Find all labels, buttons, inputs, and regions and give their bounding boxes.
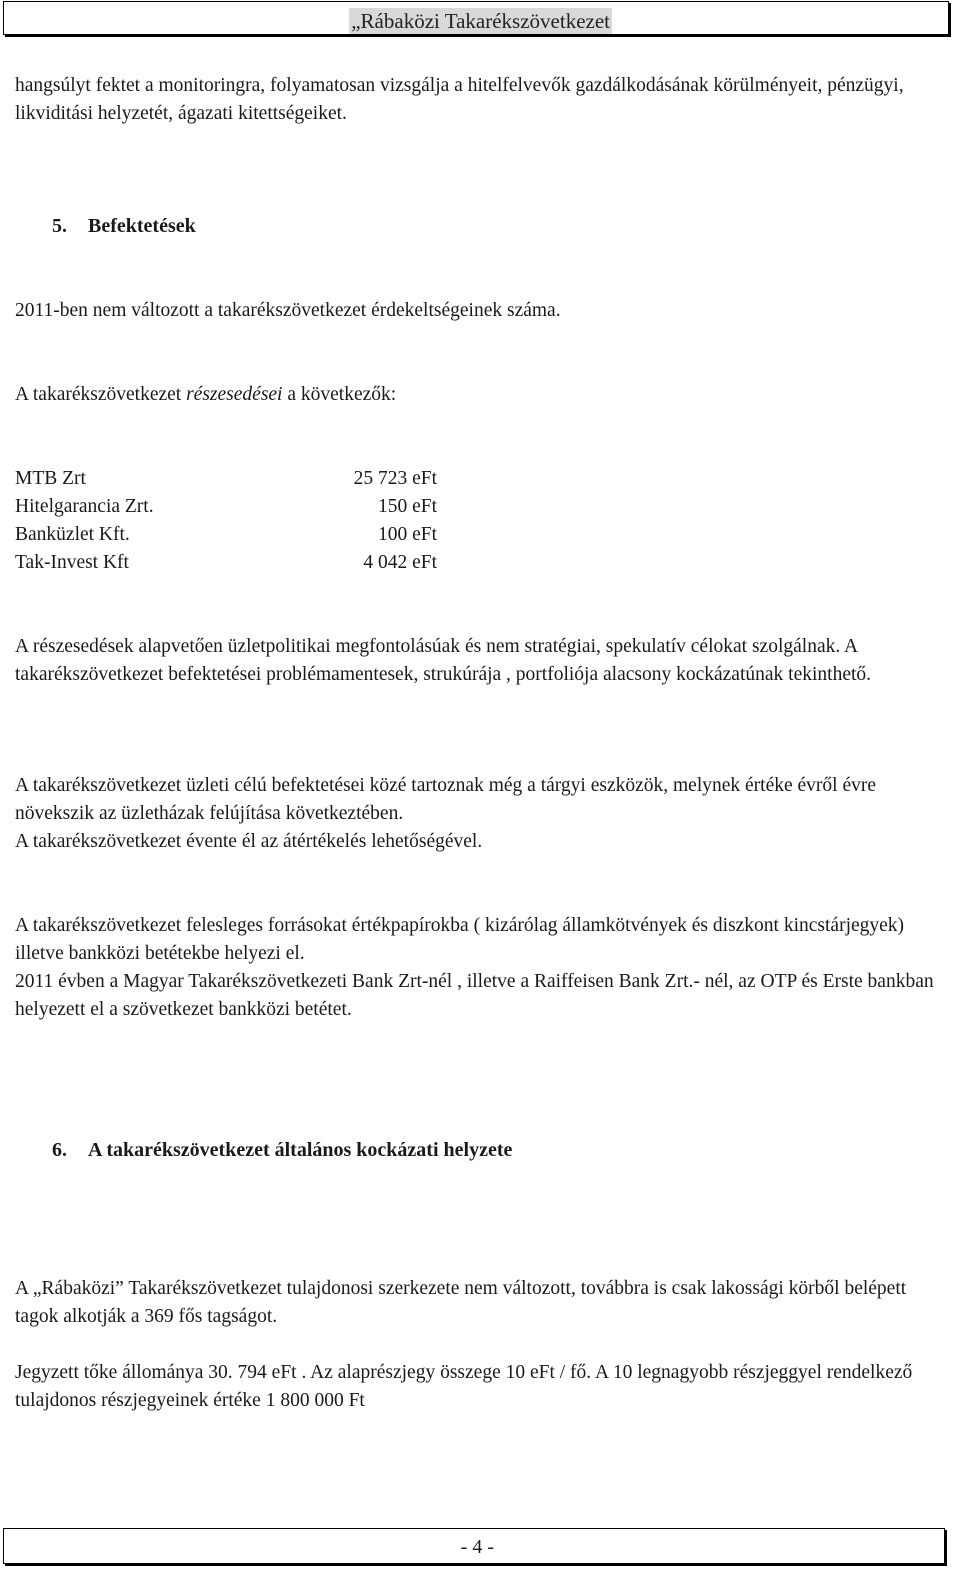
paragraph-holdings-intro <box>15 381 935 409</box>
holding-amount: 4 042 eFt <box>363 552 437 573</box>
paragraph-atertekeles: A takarékszövetkezet évente él az átértékelés lehetőségével. <box>15 831 483 852</box>
paragraph-uzleti-befektetesek: A takarékszövetkezet üzleti célú befektetései közé tartoznak még a tárgyi eszközök, melynek értéke évről évre növekszik az üzletházak felújítása következtében. <box>15 775 877 824</box>
paragraph-2011: 2011-ben nem változott a takarékszövetkezet érdekeltségeinek száma. <box>15 300 561 321</box>
holding-name: Hitelgarancia Zrt. <box>15 496 154 517</box>
holding-name: MTB Zrt <box>15 468 86 489</box>
section-6-heading <box>0 1136 960 1164</box>
section-5-title: Befektetések <box>88 215 196 237</box>
paragraph-monitoring: hangsúlyt fektet a monitoringra, folyamatosan vizsgálja a hitelfelvevők gazdálkodásának körülményeit, pénzügyi, likviditási helyzetét, ágazati kitettségeiket. <box>15 75 904 124</box>
holding-amount: 100 eFt <box>377 524 437 545</box>
paragraph-bankkozi-betet: 2011 évben a Magyar Takarékszövetkezeti Bank Zrt-nél , illetve a Raiffeisen Bank Zrt.- nél, az OTP és Erste bankban helyezett el a szövetkezet bankközi betétet. <box>15 971 934 1020</box>
paragraph-felesleges-forrasok: A takarékszövetkezet felesleges forrásokat értékpapírokba ( kizárólag államkötvények és diszkont kincstárjegyek) illetve bankközi betétekbe helyezi el. <box>15 915 905 964</box>
intro-post: a következők: <box>282 384 397 405</box>
holding-amount: 25 723 eFt <box>353 468 437 489</box>
holding-name: Tak-Invest Kft <box>15 552 129 573</box>
holding-name: Banküzlet Kft. <box>15 524 130 545</box>
page-footer <box>3 1528 945 1564</box>
paragraph-tulajdonosi-szerkezet: A „Rábaközi” Takarékszövetkezet tulajdonosi szerkezete nem változott, továbbra is csak lakossági körből belépett tagok alkotják a 369 fős tagságot. <box>15 1278 907 1327</box>
header-title: „Rábaközi Takarékszövetkezet <box>351 9 610 33</box>
section-5-number: 5. <box>52 215 67 237</box>
section-5-heading <box>0 212 960 240</box>
section-6-title: A takarékszövetkezet általános kockázati helyzete <box>88 1139 513 1161</box>
page-number: - 4 - <box>460 1536 494 1558</box>
paragraph-jegyzett-toke: Jegyzett tőke állománya 30. 794 eFt . Az alaprészjegy összege 10 eFt / fő. A 10 legnagyobb részjeggyel rendelkező tulajdonos részjegyeinek értéke 1 800 000 Ft <box>15 1362 913 1411</box>
section-6-number: 6. <box>52 1139 67 1161</box>
holding-amount: 150 eFt <box>377 496 437 517</box>
intro-pre: A takarékszövetkezet <box>15 384 187 405</box>
paragraph-reszesedesek: A részesedések alapvetően üzletpolitikai megfontolásúak és nem stratégiai, spekulatív célokat szolgálnak. A takarékszövetkezet befektetései problémamentesek, strukúrája , portfoliója alacsony kockázatúnak tekinthető. <box>15 636 872 685</box>
intro-emphasis: részesedései <box>186 384 283 405</box>
page-header <box>3 1 949 35</box>
